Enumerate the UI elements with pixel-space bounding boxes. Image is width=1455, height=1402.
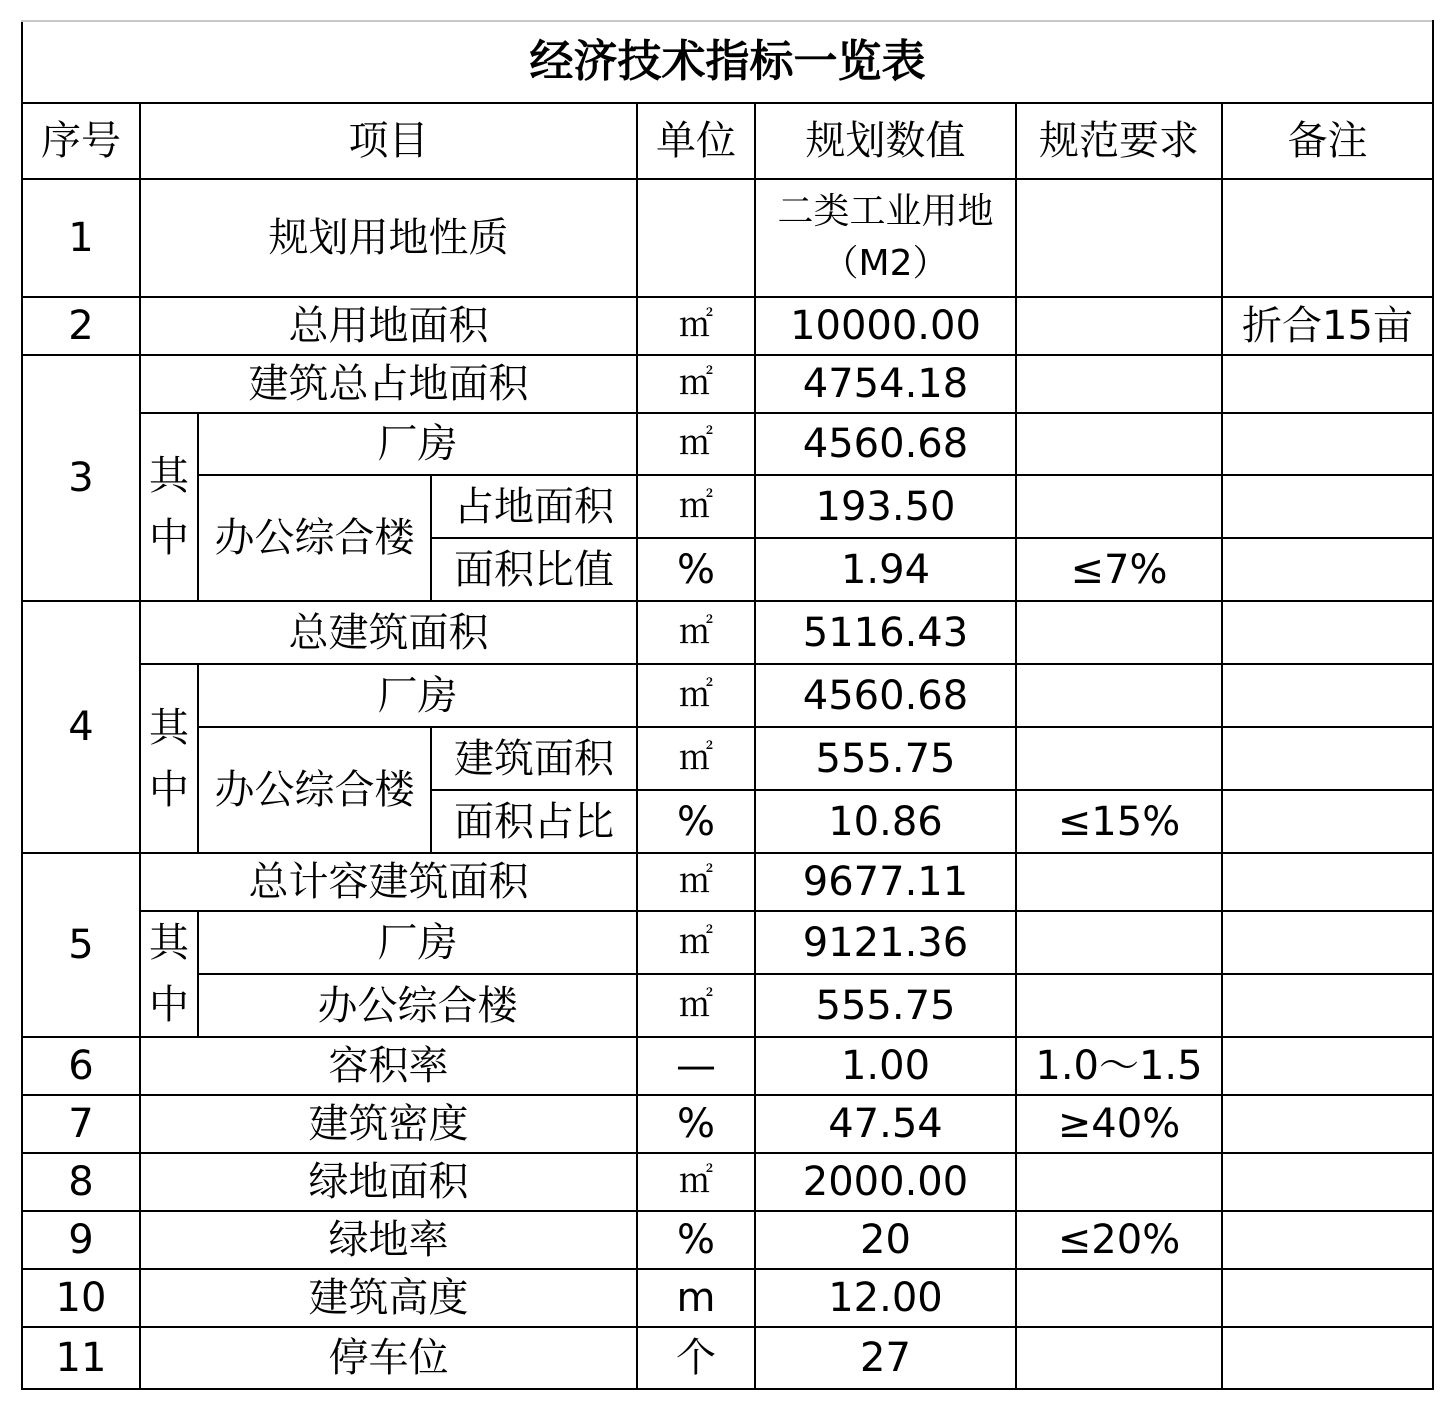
header-value: 规划数值	[755, 103, 1016, 179]
remark-cell	[1222, 911, 1433, 974]
table-row	[22, 475, 1433, 538]
unit-cell: %	[637, 538, 755, 601]
unit-cell: %	[637, 790, 755, 853]
header-remark: 备注	[1222, 103, 1433, 179]
seq-cell: 8	[22, 1153, 140, 1211]
remark-cell	[1222, 974, 1433, 1037]
value-cell: 2000.00	[755, 1153, 1016, 1211]
unit-cell: —	[637, 1037, 755, 1095]
table-row	[22, 297, 1433, 355]
remark-cell	[1222, 1327, 1433, 1389]
requirement-cell	[1016, 1269, 1222, 1327]
item-cell: 总用地面积	[140, 297, 637, 355]
table-row	[22, 1327, 1433, 1389]
item-cell: 办公综合楼	[198, 974, 637, 1037]
unit-cell: m	[637, 1269, 755, 1327]
value-cell: 20	[755, 1211, 1016, 1269]
remark-cell	[1222, 790, 1433, 853]
seq-cell: 7	[22, 1095, 140, 1153]
unit-cell: %	[637, 1211, 755, 1269]
requirement-cell	[1016, 664, 1222, 727]
table-row	[22, 413, 1433, 475]
header-seq: 序号	[22, 103, 140, 179]
requirement-cell	[1016, 853, 1222, 911]
requirement-cell	[1016, 355, 1222, 413]
seq-cell: 3	[22, 355, 140, 601]
value-cell: 9677.11	[755, 853, 1016, 911]
remark-cell	[1222, 1211, 1433, 1269]
qizhong-label	[140, 413, 198, 601]
table-row	[22, 974, 1433, 1037]
requirement-cell	[1016, 727, 1222, 790]
qizhong-char-2: 中	[149, 515, 189, 561]
item-cell: 面积占比	[431, 790, 637, 853]
value-line-2: （M2）	[822, 243, 949, 284]
unit-cell: ㎡	[637, 475, 755, 538]
qizhong-char-2: 中	[149, 766, 189, 813]
requirement-cell	[1016, 1153, 1222, 1211]
item-cell: 厂房	[198, 911, 637, 974]
seq-cell: 10	[22, 1269, 140, 1327]
requirement-cell	[1016, 1327, 1222, 1389]
office-label: 办公综合楼	[198, 475, 431, 601]
value-cell: 9121.36	[755, 911, 1016, 974]
item-cell: 绿地面积	[140, 1153, 637, 1211]
unit-cell: %	[637, 1095, 755, 1153]
unit-cell	[637, 179, 755, 297]
table-row	[22, 727, 1433, 790]
item-cell: 建筑密度	[140, 1095, 637, 1153]
table-row	[22, 1269, 1433, 1327]
header-unit: 单位	[637, 103, 755, 179]
remark-cell: 折合15亩	[1222, 297, 1433, 355]
remark-cell	[1222, 538, 1433, 601]
unit-cell: ㎡	[637, 297, 755, 355]
unit-cell: ㎡	[637, 911, 755, 974]
table-row	[22, 1211, 1433, 1269]
item-cell: 停车位	[140, 1327, 637, 1389]
table-title: 经济技术指标一览表	[22, 21, 1433, 103]
value-cell: 1.94	[755, 538, 1016, 601]
unit-cell: ㎡	[637, 664, 755, 727]
seq-cell: 6	[22, 1037, 140, 1095]
remark-cell	[1222, 179, 1433, 297]
requirement-cell	[1016, 911, 1222, 974]
remark-cell	[1222, 664, 1433, 727]
value-cell: 5116.43	[755, 601, 1016, 664]
table-row	[22, 355, 1433, 413]
remark-cell	[1222, 727, 1433, 790]
header-requirement: 规范要求	[1016, 103, 1222, 179]
remark-cell	[1222, 1095, 1433, 1153]
indicator-table	[21, 20, 1434, 1390]
value-cell: 555.75	[755, 727, 1016, 790]
item-cell: 占地面积	[431, 475, 637, 538]
value-cell: 10.86	[755, 790, 1016, 853]
seq-cell: 1	[22, 179, 140, 297]
qizhong-label	[140, 664, 198, 853]
item-cell: 绿地率	[140, 1211, 637, 1269]
requirement-cell	[1016, 601, 1222, 664]
unit-cell: ㎡	[637, 974, 755, 1037]
qizhong-char-1: 其	[149, 453, 189, 499]
requirement-cell: 1.0～1.5	[1016, 1037, 1222, 1095]
table-row	[22, 853, 1433, 911]
remark-cell	[1222, 413, 1433, 475]
qizhong-label	[140, 911, 198, 1037]
unit-cell: ㎡	[637, 355, 755, 413]
table-row	[22, 601, 1433, 664]
table-row	[22, 1037, 1433, 1095]
remark-cell	[1222, 475, 1433, 538]
value-cell: 4560.68	[755, 664, 1016, 727]
value-cell	[755, 179, 1016, 297]
requirement-cell	[1016, 974, 1222, 1037]
item-cell: 面积比值	[431, 538, 637, 601]
value-cell: 193.50	[755, 475, 1016, 538]
remark-cell	[1222, 601, 1433, 664]
value-cell: 1.00	[755, 1037, 1016, 1095]
unit-cell: ㎡	[637, 601, 755, 664]
requirement-cell	[1016, 475, 1222, 538]
qizhong-char-1: 其	[149, 704, 189, 751]
requirement-cell	[1016, 297, 1222, 355]
value-cell: 47.54	[755, 1095, 1016, 1153]
office-label: 办公综合楼	[198, 727, 431, 853]
requirement-cell: ≥40%	[1016, 1095, 1222, 1153]
item-cell: 总建筑面积	[140, 601, 637, 664]
remark-cell	[1222, 1037, 1433, 1095]
unit-cell: ㎡	[637, 1153, 755, 1211]
seq-cell: 4	[22, 601, 140, 853]
qizhong-char-2: 中	[149, 982, 189, 1028]
value-cell: 555.75	[755, 974, 1016, 1037]
item-cell: 建筑总占地面积	[140, 355, 637, 413]
header-item: 项目	[140, 103, 637, 179]
requirement-cell	[1016, 179, 1222, 297]
unit-cell: ㎡	[637, 853, 755, 911]
seq-cell: 5	[22, 853, 140, 1037]
value-cell: 4754.18	[755, 355, 1016, 413]
seq-cell: 9	[22, 1211, 140, 1269]
table-row	[22, 911, 1433, 974]
remark-cell	[1222, 1269, 1433, 1327]
seq-cell: 11	[22, 1327, 140, 1389]
value-cell: 12.00	[755, 1269, 1016, 1327]
requirement-cell	[1016, 413, 1222, 475]
item-cell: 规划用地性质	[140, 179, 637, 297]
value-line-1: 二类工业用地	[777, 190, 994, 232]
table-row	[22, 1153, 1433, 1211]
title-row	[22, 21, 1433, 103]
requirement-cell: ≤15%	[1016, 790, 1222, 853]
table-row	[22, 664, 1433, 727]
value-cell: 27	[755, 1327, 1016, 1389]
unit-cell: ㎡	[637, 413, 755, 475]
item-cell: 建筑高度	[140, 1269, 637, 1327]
item-cell: 建筑面积	[431, 727, 637, 790]
unit-cell: 个	[637, 1327, 755, 1389]
remark-cell	[1222, 1153, 1433, 1211]
requirement-cell: ≤20%	[1016, 1211, 1222, 1269]
value-cell: 4560.68	[755, 413, 1016, 475]
requirement-cell: ≤7%	[1016, 538, 1222, 601]
value-cell: 10000.00	[755, 297, 1016, 355]
item-cell: 厂房	[198, 413, 637, 475]
header-row	[22, 103, 1433, 179]
remark-cell	[1222, 355, 1433, 413]
remark-cell	[1222, 853, 1433, 911]
unit-cell: ㎡	[637, 727, 755, 790]
item-cell: 总计容建筑面积	[140, 853, 637, 911]
item-cell: 厂房	[198, 664, 637, 727]
table-row	[22, 1095, 1433, 1153]
item-cell: 容积率	[140, 1037, 637, 1095]
seq-cell: 2	[22, 297, 140, 355]
table-row	[22, 179, 1433, 297]
qizhong-char-1: 其	[149, 920, 189, 966]
